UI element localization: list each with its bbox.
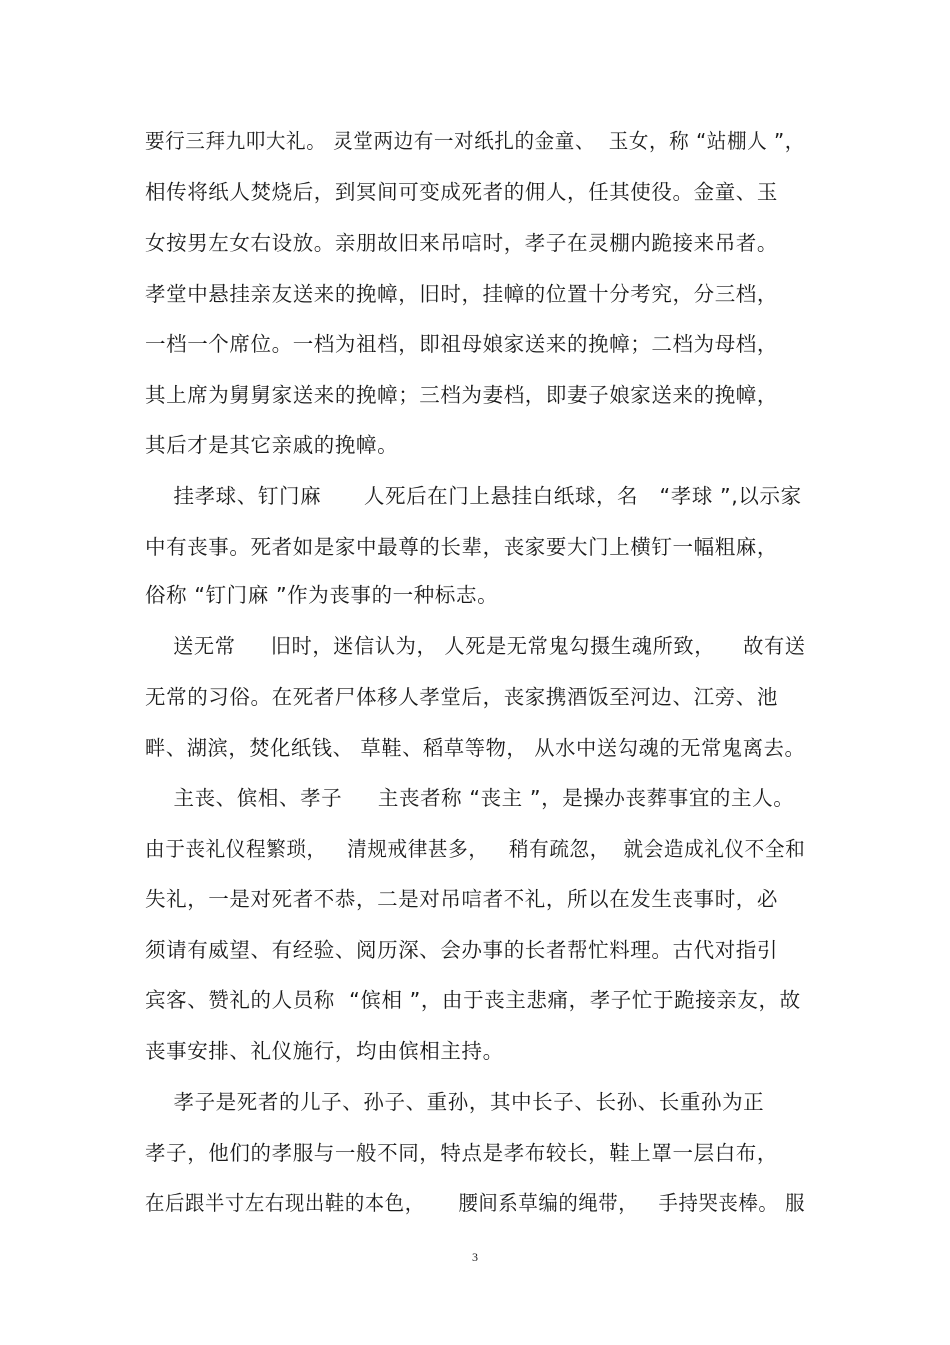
text-line: 相传将纸人焚烧后，到冥间可变成死者的佣人，任其使役。金童、玉 — [145, 180, 778, 204]
text-line: 宾客、赞礼的人员称 “傧相 ”，由于丧主悲痛，孝子忙于跪接亲友，故 — [145, 988, 801, 1012]
text-line: 畔、湖滨，焚化纸钱、 草鞋、稻草等物， 从水中送勾魂的无常鬼离去。 — [145, 736, 806, 760]
text-line: 无常的习俗。在死者尸体移人孝堂后，丧家携酒饭至河边、江旁、池 — [145, 685, 778, 709]
text-line: 孝子是死者的儿子、孙子、重孙，其中长子、长孙、长重孙为正 — [145, 1090, 765, 1114]
text-line: 须请有威望、有经验、阅历深、会办事的长者帮忙料理。古代对指引 — [145, 938, 778, 962]
text-line: 失礼，一是对死者不恭，二是对吊唁者不礼，所以在发生丧事时，必 — [145, 887, 778, 911]
text-line: 俗称 “钉门麻 ”作为丧事的一种标志。 — [145, 583, 499, 607]
text-line: 丧事安排、礼仪施行，均由傧相主持。 — [145, 1039, 504, 1063]
page-number: 3 — [472, 1250, 478, 1264]
text-line: 其后才是其它亲戚的挽幛。 — [145, 433, 399, 457]
text-line: 其上席为舅舅家送来的挽幛；三档为妻档，即妻子娘家送来的挽幛， — [145, 383, 778, 407]
text-line: 要行三拜九叩大礼。 灵堂两边有一对纸扎的金童、 玉女，称 “站棚人 ”， — [145, 129, 805, 153]
text-line: 女按男左女右设放。亲朋故旧来吊唁时，孝子在灵棚内跪接来吊者。 — [145, 231, 778, 255]
text-line: 主丧、傧相、孝子 主丧者称 “丧主 ”，是操办丧葬事宜的主人。 — [145, 786, 795, 810]
text-line: 中有丧事。死者如是家中最尊的长辈，丧家要大门上横钉一幅粗麻， — [145, 535, 778, 559]
text-line: 送无常 旧时，迷信认为， 人死是无常鬼勾摄生魂所致， 故有送 — [145, 634, 806, 658]
text-line: 在后跟半寸左右现出鞋的本色， 腰间系草编的绳带， 手持哭丧棒。 服 — [145, 1191, 806, 1215]
text-line: 一档一个席位。一档为祖档，即祖母娘家送来的挽幛；二档为母档， — [145, 332, 778, 356]
text-line: 由于丧礼仪程繁琐， 清规戒律甚多， 稍有疏忽， 就会造成礼仪不全和 — [145, 837, 806, 861]
text-line: 挂孝球、钉门麻 人死后在门上悬挂白纸球，名 “孝球 ”,以示家 — [145, 484, 802, 508]
text-line: 孝堂中悬挂亲友送来的挽幛，旧时，挂幛的位置十分考究，分三档， — [145, 282, 778, 306]
text-line: 孝子，他们的孝服与一般不同，特点是孝布较长，鞋上罩一层白布， — [145, 1141, 778, 1165]
